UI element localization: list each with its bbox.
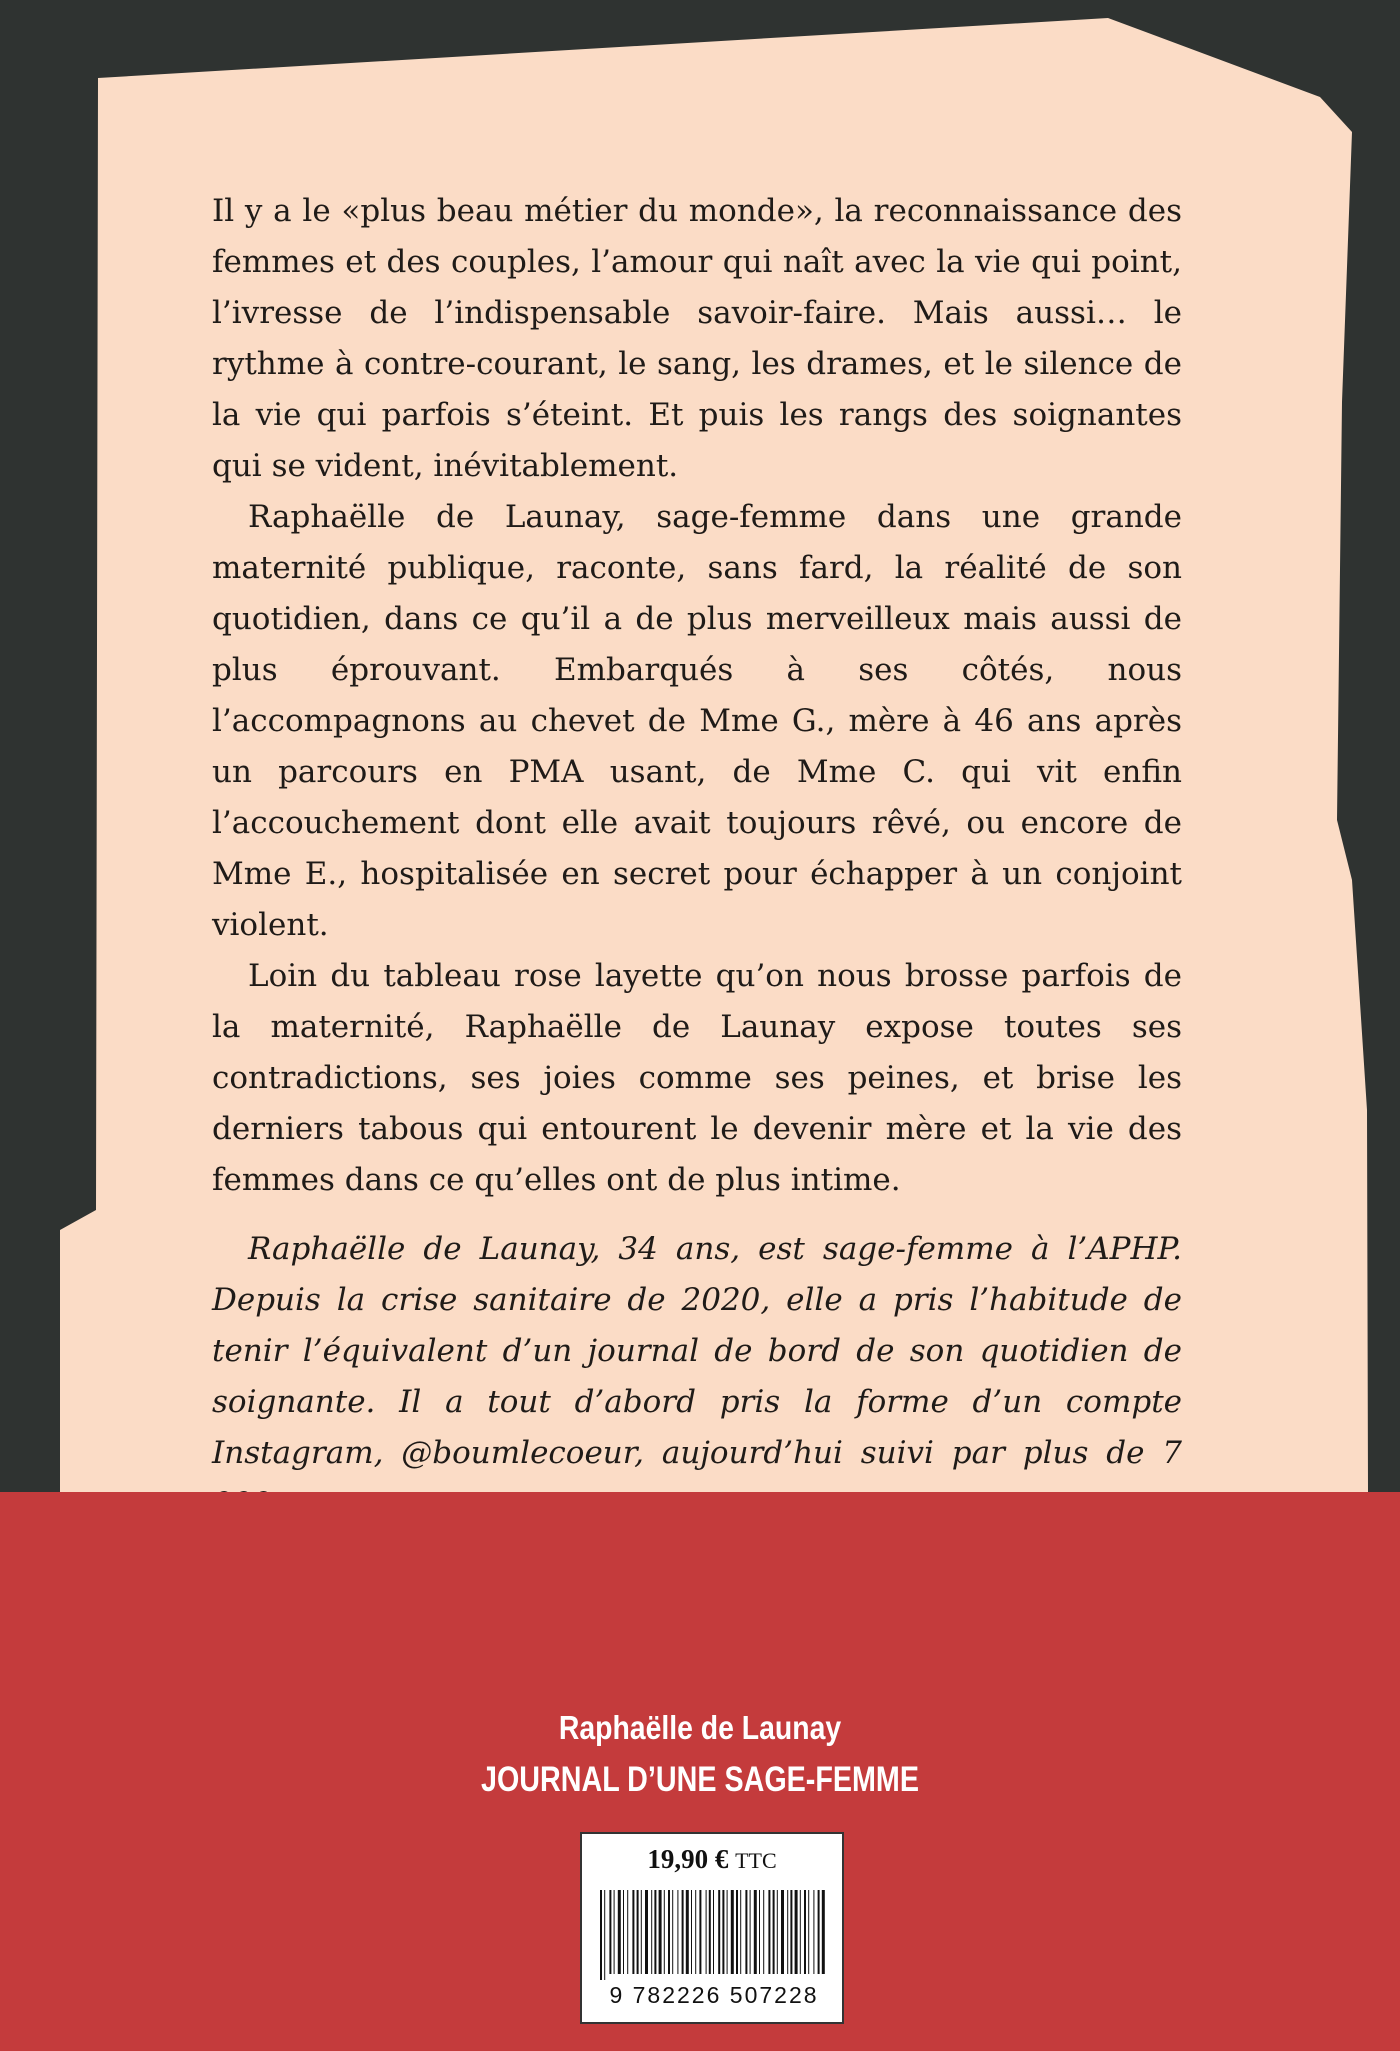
- barcode-bar: [722, 1890, 724, 1974]
- barcode-bar: [727, 1890, 728, 1974]
- blurb-paragraph-1: Il y a le «plus beau métier du monde», la reconnaissance des femmes et des couples, l’amour qui naît avec la vie qui point, l’ivresse de l’indispensable savoir-faire. Mais aussi… le rythme à contre-courant, le sang, les drames, et le silence de la vie qui parfois s’éteint. Et puis les rangs des soignantes qui se vident, inévitablement.: [212, 193, 1182, 484]
- barcode-bar: [740, 1890, 741, 1974]
- isbn-number: 9 782226 507228: [609, 1982, 819, 2008]
- barcode-bar: [818, 1890, 820, 1974]
- barcode-bar: [813, 1890, 814, 1974]
- barcode-bar: [777, 1890, 778, 1974]
- barcode-bar: [627, 1890, 628, 1974]
- price-suffix: TTC: [735, 1848, 777, 1873]
- author-bio: Raphaëlle de Launay, 34 ans, est sage-femme à l’APHP. Depuis la crise sanitaire de 2020, elle a pris l’habitude de tenir l’équivalent d’un journal de bord de son quotidien de soignante. Il a tout d’abord pris la forme d’un compte Instagram, @boumlecoeur, aujourd’hui suivi par plus de 7: [212, 1231, 1182, 1471]
- barcode-bar: [623, 1890, 624, 1974]
- barcode-bar: [790, 1890, 792, 1974]
- barcode-bar: [664, 1890, 665, 1974]
- barcode-bar: [632, 1890, 634, 1974]
- barcode-bar: [699, 1890, 701, 1974]
- barcode-bar: [672, 1890, 673, 1974]
- barcode-bar: [781, 1890, 784, 1974]
- author-name: Raphaëlle de Launay: [558, 1709, 842, 1746]
- barcode-bar: [759, 1890, 760, 1974]
- price: [582, 1844, 842, 1875]
- barcode-bar: [804, 1890, 806, 1974]
- barcode-bar: [614, 1890, 615, 1974]
- barcode-bar: [651, 1890, 652, 1974]
- blurb-paragraph-2: Raphaëlle de Launay, sage-femme dans une grande maternité publique, raconte, sans fard, la réalité de son quotidien, dans ce qu’il a de plus merveilleux mais aussi de plus éprouvant. Embarqués à ses côtés, nous l’accompagnons au chevet de Mme G., mère à 46 ans après un parcours en PMA usant, de Mme C. qui vit enfin l’accouchement dont elle avait toujours rêvé, ou encore de Mme E., hospitalisée en secret pour échapper à un conjoint violent.: [212, 499, 1182, 943]
- barcode-bar: [659, 1890, 662, 1974]
- barcode-bar: [773, 1890, 775, 1974]
- barcode-bar: [709, 1890, 711, 1974]
- barcode-bar: [754, 1890, 757, 1974]
- barcode-bar: [677, 1890, 678, 1974]
- barcode-bars: [600, 1890, 826, 1980]
- barcode-bar: [713, 1890, 714, 1974]
- barcode-bar: [822, 1890, 825, 1974]
- barcode-bar: [668, 1890, 670, 1974]
- barcode-bar: [736, 1890, 738, 1974]
- blurb-paragraph-3: Loin du tableau rose layette qu’on nous brosse parfois de la maternité, Raphaëlle de Launay expose toutes ses contradictions, ses joies comme ses peines, et brise les derniers tabous qui entourent le devenir mère et la vie des femmes dans ce qu’elles ont de plus intime.: [212, 958, 1182, 1198]
- back-cover-blurb: [212, 186, 1182, 1530]
- barcode-label: [580, 1832, 844, 2024]
- barcode-bar: [808, 1890, 809, 1974]
- barcode-bar: [691, 1890, 692, 1974]
- barcode-bar: [706, 1890, 707, 1974]
- barcode-bar: [763, 1890, 764, 1974]
- barcode-bar: [609, 1890, 611, 1974]
- barcode-bar: [718, 1890, 720, 1974]
- barcode-bar: [618, 1890, 621, 1974]
- price-value: 19,90 €: [647, 1844, 729, 1874]
- barcode-bar: [641, 1890, 642, 1974]
- barcode-bar: [745, 1890, 747, 1974]
- barcode-bar: [768, 1890, 770, 1974]
- barcode-bar: [795, 1890, 798, 1974]
- book-title: JOURNAL D’UNE SAGE-FEMME: [481, 1760, 919, 1799]
- barcode-bar: [600, 1890, 602, 1980]
- barcode-bar: [654, 1890, 656, 1974]
- barcode-bar: [750, 1890, 751, 1974]
- barcode-bar: [604, 1890, 605, 1980]
- barcode-bar: [695, 1890, 696, 1974]
- barcode-bar: [637, 1890, 639, 1974]
- barcode-bar: [645, 1890, 648, 1974]
- barcode-bar: [682, 1890, 684, 1974]
- barcode-bar: [731, 1890, 734, 1974]
- barcode-bar: [800, 1890, 801, 1974]
- barcode-bar: [686, 1890, 689, 1974]
- barcode-bar: [787, 1890, 788, 1974]
